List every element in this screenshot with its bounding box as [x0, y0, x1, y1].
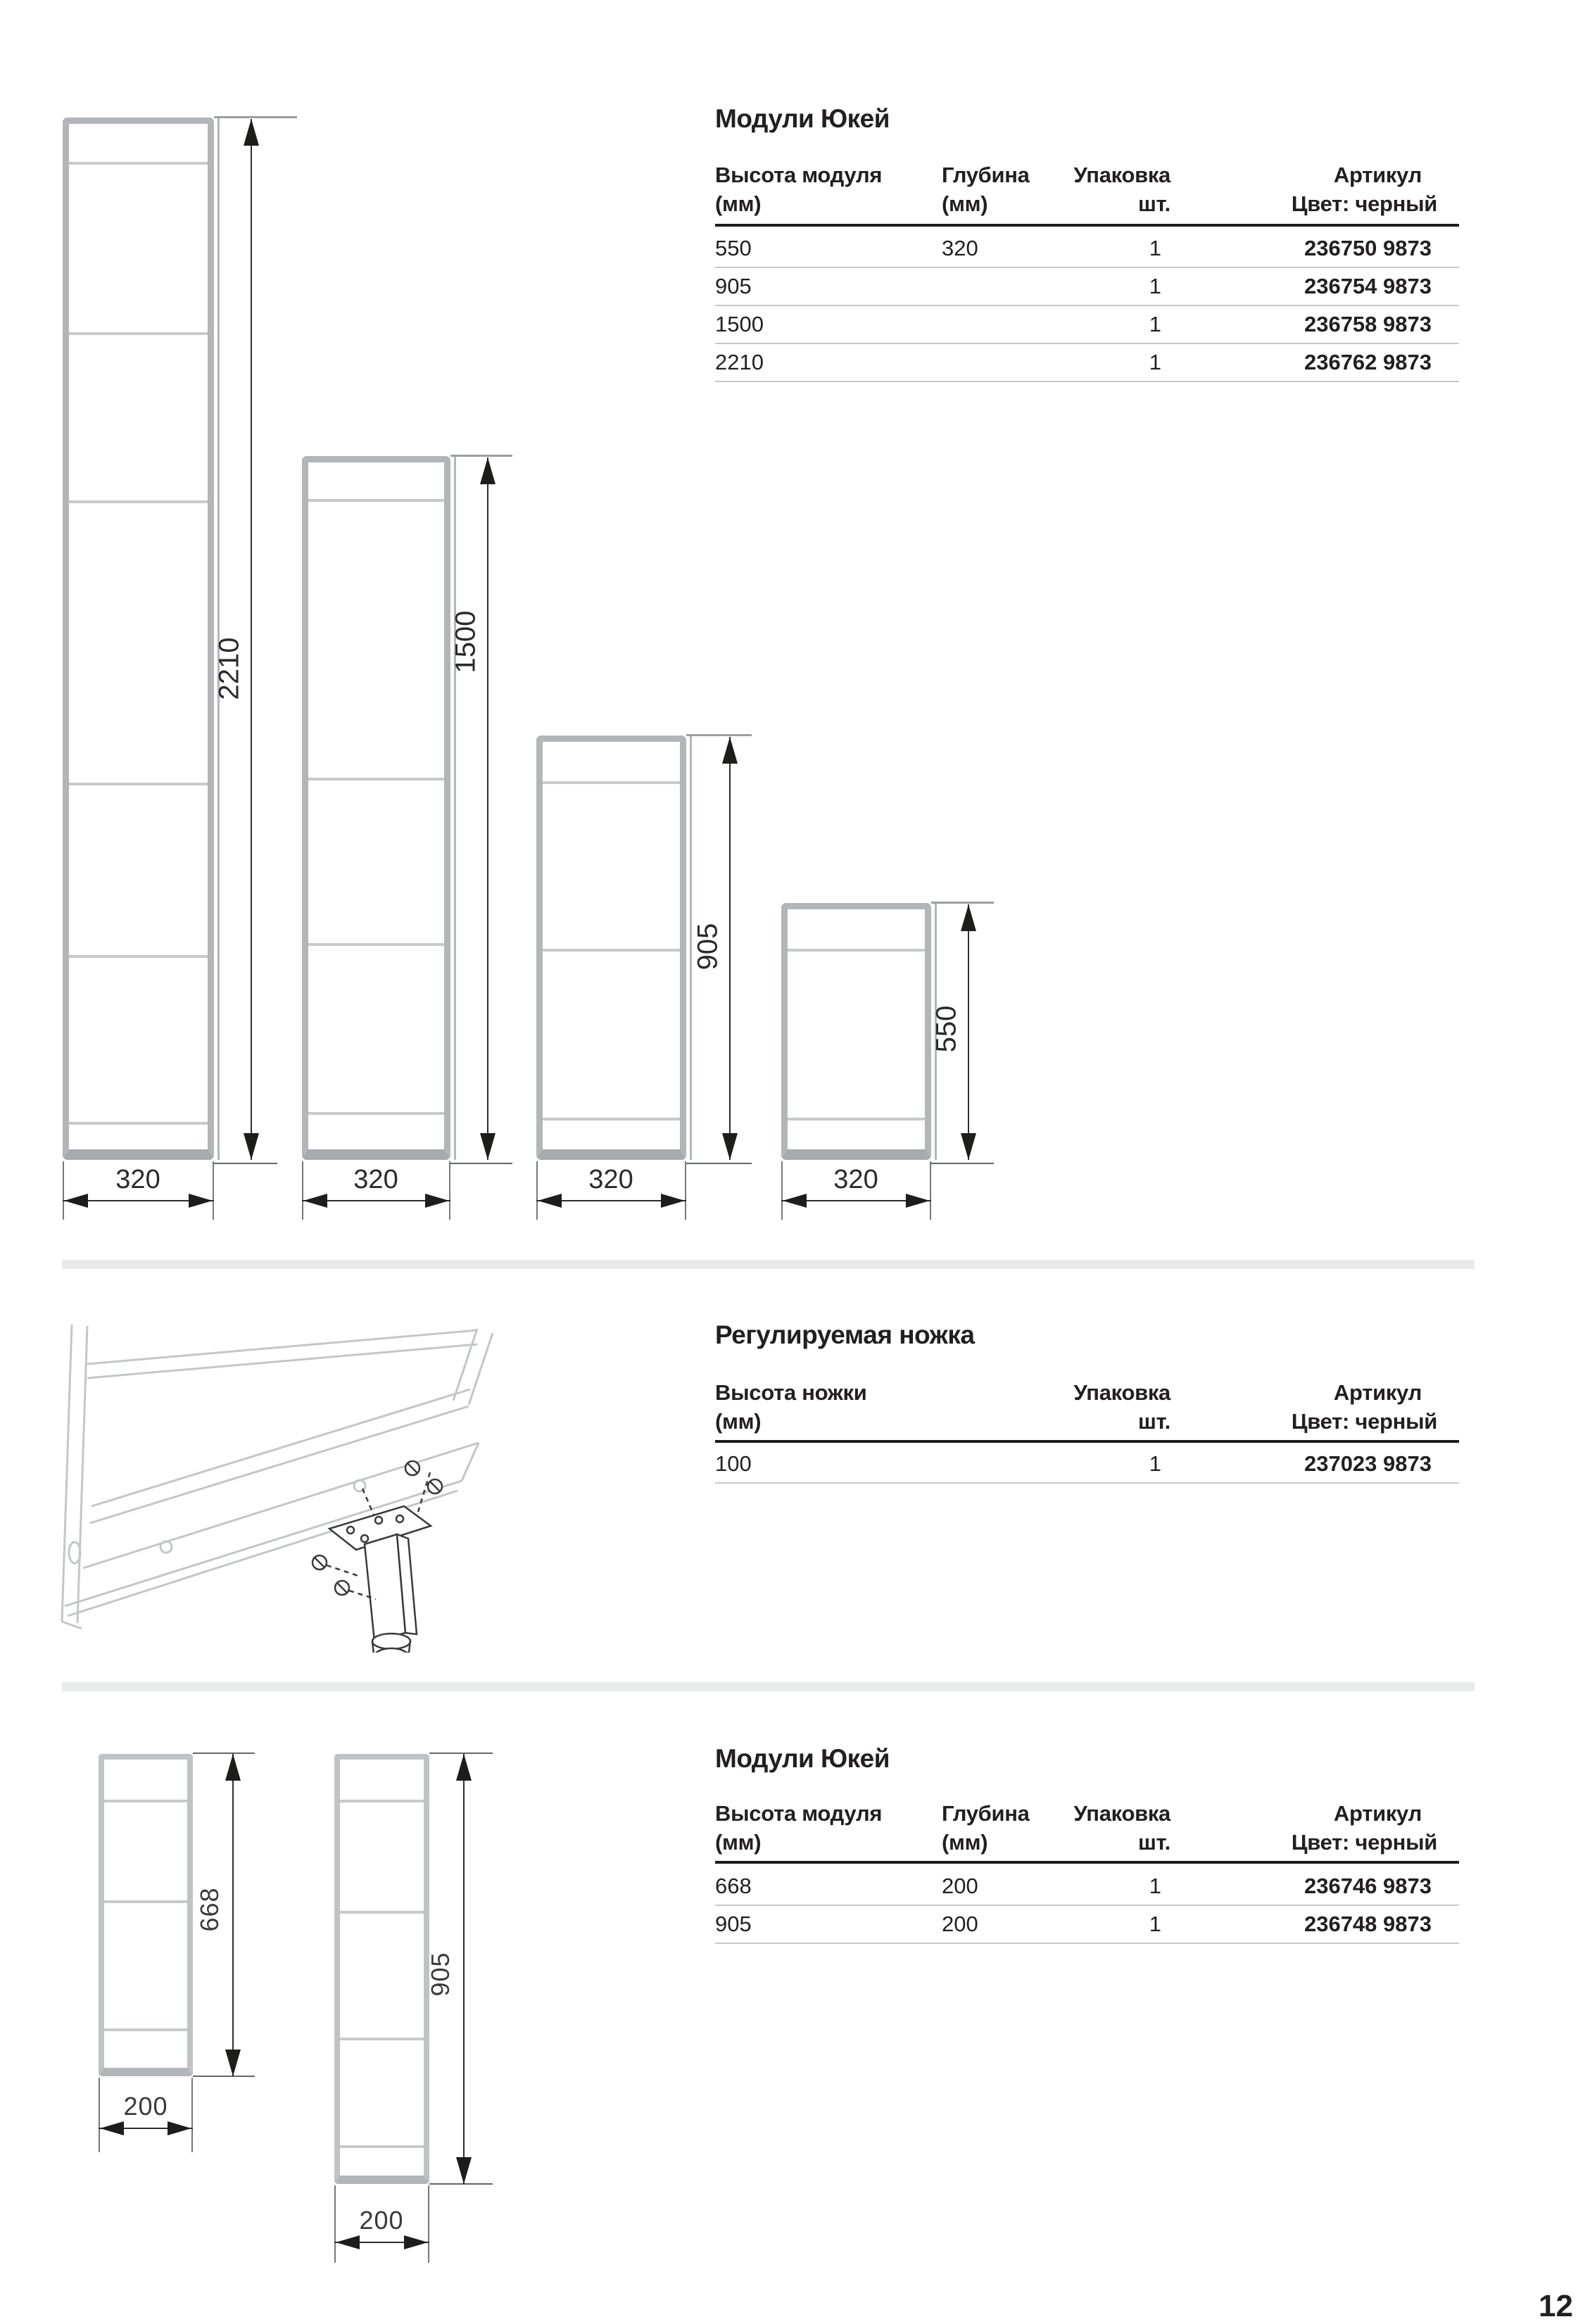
extension-line [931, 902, 994, 904]
column-header-height: Высота модуля (мм) [715, 1801, 883, 1855]
dimension-arrow-down-icon [961, 1133, 976, 1160]
cell-article: 236758 9873 [1304, 312, 1432, 336]
dim-label-width: 320 [115, 1165, 160, 1194]
extension-line [781, 1161, 783, 1220]
cell-pack: 1 [1149, 312, 1161, 336]
dimension-arrow-up-icon [244, 119, 259, 146]
shelf-divider [543, 1118, 680, 1120]
row-separator [715, 1905, 1459, 1906]
cell-article: 236762 9873 [1304, 350, 1432, 374]
shelf-divider [308, 943, 444, 946]
dimension-arrow-up-icon [480, 457, 496, 484]
section-title: Регулируемая ножка [715, 1320, 975, 1349]
cell-height: 905 [715, 1912, 752, 1936]
module-drawing-905 [536, 735, 686, 1160]
table-header-rule [715, 1861, 1459, 1864]
column-header-height: Высота ножки (мм) [715, 1380, 867, 1434]
dimension-arrow-down-icon [722, 1133, 738, 1160]
shelf-divider [308, 499, 444, 502]
shelf-divider [788, 949, 925, 952]
dimension-arrow-right-icon [906, 1194, 930, 1208]
column-header-depth: Глубина (мм) [942, 1801, 1030, 1855]
dimension-arrow-left-icon [783, 1194, 807, 1208]
column-header-article: Артикул Цвет: черный [1291, 1380, 1437, 1434]
module-drawing-2210 [63, 118, 214, 1160]
shelf-divider [340, 2038, 424, 2040]
dimension-arrow-right-icon [189, 1194, 213, 1208]
row-separator [715, 267, 1459, 268]
dimension-arrow-down-icon [480, 1133, 496, 1160]
module-drawing-1500 [302, 456, 450, 1160]
extension-line [193, 1753, 255, 1754]
dim-label-width: 320 [833, 1165, 878, 1194]
column-header-pack: Упаковка шт. [1073, 163, 1170, 216]
column-header-pack: Упаковка шт. [1073, 1380, 1170, 1434]
cell-article: 236748 9873 [1304, 1912, 1432, 1936]
extension-line [686, 1163, 752, 1164]
cell-height: 100 [715, 1451, 752, 1476]
dimension-arrow-down-icon [244, 1133, 259, 1160]
dimension-arrow-up-icon [722, 737, 738, 764]
cell-height: 668 [715, 1874, 752, 1898]
extension-line [428, 2185, 429, 2263]
extension-line [685, 1161, 686, 1220]
cell-depth: 200 [942, 1874, 978, 1898]
shelf-divider [104, 1800, 187, 1802]
cell-height: 2210 [715, 350, 764, 374]
dim-line-905-narrow [463, 1754, 465, 2184]
dimension-arrow-left-icon [100, 2121, 124, 2135]
module-drawing-668 [99, 1754, 193, 2076]
table-header-rule [715, 224, 1459, 227]
extension-line [193, 2076, 255, 2077]
dimension-arrow-left-icon [303, 1194, 327, 1208]
cell-depth: 200 [942, 1912, 978, 1936]
shelf-divider [308, 1112, 444, 1115]
dimension-arrow-up-icon [225, 1754, 241, 1781]
dim-label-1500: 1500 [450, 610, 481, 674]
row-separator [715, 1482, 1459, 1484]
shelf-divider [69, 500, 208, 503]
cell-height: 905 [715, 274, 752, 298]
section-title: Модули Юкей [715, 104, 890, 133]
shelf-divider [69, 162, 208, 165]
module-side-edge [454, 456, 456, 1160]
shelf-divider [543, 781, 680, 784]
cell-pack: 1 [1149, 274, 1161, 298]
extension-line [931, 1163, 994, 1164]
extension-line [450, 455, 512, 457]
table-header-rule [715, 1440, 1459, 1443]
shelf-divider [340, 2145, 424, 2148]
shelf-divider [69, 332, 208, 335]
cell-pack: 1 [1149, 1874, 1161, 1898]
dimension-arrow-up-icon [961, 904, 976, 931]
cell-height: 1500 [715, 312, 764, 336]
cell-pack: 1 [1149, 350, 1161, 374]
extension-line [214, 1163, 277, 1164]
extension-line [63, 1161, 64, 1220]
dimension-arrow-down-icon [456, 2157, 472, 2184]
cell-article: 236750 9873 [1304, 236, 1432, 260]
shelf-divider [543, 949, 680, 952]
shelf-divider [340, 1800, 424, 1802]
cell-depth: 320 [942, 236, 978, 260]
column-header-depth: Глубина (мм) [942, 163, 1030, 216]
adjustable-leg-drawing [46, 1315, 497, 1653]
shelf-divider [69, 955, 208, 958]
cell-article: 236754 9873 [1304, 274, 1432, 298]
dimension-arrow-left-icon [336, 2235, 360, 2249]
dim-line-550 [968, 904, 969, 1160]
page-number: 12 [1539, 2289, 1573, 2323]
dim-label-905-narrow: 905 [426, 1952, 455, 1997]
dimension-arrow-left-icon [64, 1194, 88, 1208]
dimension-arrow-down-icon [225, 2050, 241, 2076]
column-header-pack: Упаковка шт. [1073, 1801, 1170, 1855]
row-separator [715, 1943, 1459, 1944]
section-divider-bar [62, 1260, 1475, 1269]
extension-line [214, 116, 297, 118]
dim-line-2210 [251, 119, 252, 1160]
dimension-arrow-left-icon [538, 1194, 562, 1208]
dim-label-width: 320 [588, 1165, 633, 1194]
extension-line [536, 1161, 538, 1220]
dim-label-2210: 2210 [213, 637, 245, 700]
dim-line-668 [232, 1754, 234, 2076]
shelf-divider [69, 1122, 208, 1125]
column-header-article: Артикул Цвет: черный [1291, 163, 1437, 216]
dimension-arrow-right-icon [168, 2121, 191, 2135]
cell-pack: 1 [1149, 1451, 1161, 1476]
shelf-divider [308, 778, 444, 781]
extension-line [99, 2078, 100, 2152]
dim-line-1500 [487, 457, 488, 1160]
shelf-divider [340, 1911, 424, 1914]
extension-line [449, 1161, 450, 1220]
extension-line [213, 1161, 214, 1220]
section-title: Модули Юкей [715, 1744, 890, 1773]
row-separator [715, 381, 1459, 382]
row-separator [715, 305, 1459, 306]
cell-pack: 1 [1149, 236, 1161, 260]
dimension-arrow-up-icon [456, 1754, 472, 1781]
module-drawing-905-narrow [334, 1754, 429, 2184]
shelf-divider [69, 783, 208, 785]
extension-line [450, 1163, 512, 1164]
cell-article: 236746 9873 [1304, 1874, 1432, 1898]
dim-label-width: 200 [359, 2206, 404, 2235]
shelf-divider [104, 2028, 187, 2031]
dim-line-905 [729, 737, 731, 1160]
dimension-arrow-right-icon [661, 1194, 685, 1208]
dim-label-width: 200 [123, 2092, 168, 2121]
dim-label-width: 320 [353, 1165, 398, 1194]
extension-line [191, 2078, 193, 2152]
extension-line [334, 2185, 336, 2263]
dim-label-668: 668 [195, 1887, 224, 1932]
extension-line [302, 1161, 303, 1220]
column-header-article: Артикул Цвет: черный [1291, 1801, 1437, 1855]
shelf-divider [104, 1900, 187, 1903]
section-divider-bar [62, 1682, 1475, 1691]
cell-height: 550 [715, 236, 752, 260]
cell-pack: 1 [1149, 1912, 1161, 1936]
dimension-arrow-right-icon [425, 1194, 449, 1208]
dim-label-550: 550 [930, 1005, 962, 1053]
row-separator [715, 343, 1459, 344]
extension-line [930, 1161, 931, 1220]
dim-label-905: 905 [692, 923, 724, 971]
cell-article: 237023 9873 [1304, 1451, 1432, 1476]
column-header-height: Высота модуля (мм) [715, 163, 883, 216]
module-drawing-550 [781, 903, 931, 1160]
shelf-divider [788, 1118, 925, 1120]
extension-line [686, 734, 752, 736]
dimension-arrow-right-icon [404, 2235, 428, 2249]
